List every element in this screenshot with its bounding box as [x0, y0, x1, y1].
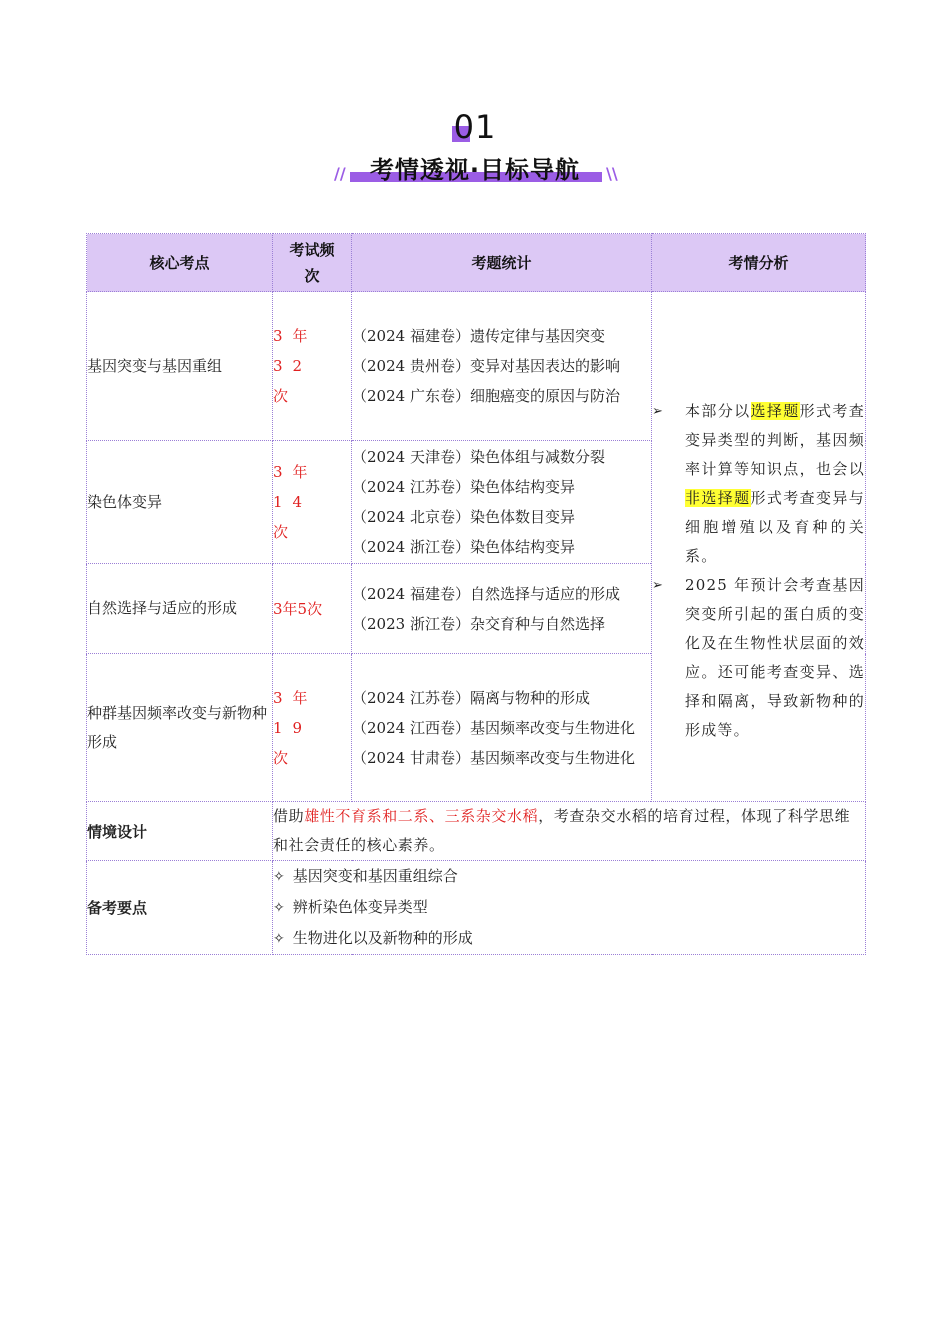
topic-cell: 染色体变异 — [87, 441, 273, 564]
context-design-label: 情境设计 — [87, 802, 273, 861]
analysis-item: ➢ 本部分以选择题形式考查变异类型的判断，基因频率计算等知识点，也会以非选择题形式考查变异与细胞增殖以及育种的关系。 — [652, 397, 865, 571]
highlight-choice-question: 选择题 — [750, 401, 800, 420]
prep-points-label: 备考要点 — [87, 861, 273, 955]
section-header — [0, 108, 950, 198]
context-design-text: 借助雄性不育系和二系、三系杂交水稻，考查杂交水稻的培育过程，体现了科学思维和社会责任的核心素养。 — [273, 802, 866, 861]
topic-cell: 种群基因频率改变与新物种形成 — [87, 654, 273, 802]
stats-entry: （2024 福建卷）自然选择与适应的形成 — [352, 584, 620, 603]
stats-entry: （2023 浙江卷）杂交育种与自然选择 — [352, 614, 605, 633]
column-header-frequency: 考试频次 — [273, 234, 352, 292]
list-item: ✧ 生物进化以及新物种的形成 — [273, 929, 473, 947]
left-slash-decoration: // — [334, 164, 346, 183]
frequency-cell: 3年32 次 — [273, 292, 352, 441]
stats-entry: （2024 浙江卷）染色体结构变异 — [352, 538, 575, 556]
stats-cell — [352, 292, 652, 441]
diamond-bullet-icon: ✧ — [273, 900, 285, 916]
stats-cell — [352, 654, 652, 802]
diamond-bullet-icon: ✧ — [273, 869, 285, 885]
highlighted-rice-systems: 雄性不育系和二系、三系杂交水稻 — [304, 807, 539, 825]
table-header-row — [87, 234, 866, 292]
column-header-stats: 考题统计 — [352, 234, 652, 292]
column-header-topic: 核心考点 — [87, 234, 273, 292]
stats-entry: （2024 北京卷）染色体数目变异 — [352, 508, 575, 526]
arrow-bullet-icon: ➢ — [652, 577, 665, 593]
stats-cell — [352, 441, 652, 564]
diamond-bullet-icon: ✧ — [273, 931, 285, 947]
stats-entry: （2024 江西卷）基因频率改变与生物进化 — [352, 718, 635, 737]
stats-entry: （2024 福建卷）遗传定律与基因突变 — [352, 327, 605, 345]
exam-analysis-table — [86, 233, 866, 955]
context-design-row — [87, 802, 866, 861]
stats-entry: （2024 贵州卷）变异对基因表达的影响 — [352, 357, 620, 375]
frequency-cell: 3年5次 — [273, 564, 352, 654]
right-slash-decoration: \\ — [606, 164, 618, 183]
topic-cell: 基因突变与基因重组 — [87, 292, 273, 441]
column-header-analysis: 考情分析 — [652, 234, 866, 292]
prep-points-list — [273, 861, 866, 955]
table-row — [87, 292, 866, 441]
prep-points-row — [87, 861, 866, 955]
list-item: ✧ 辨析染色体变异类型 — [273, 898, 428, 916]
section-number: 01 — [453, 108, 497, 146]
stats-entry: （2024 江苏卷）隔离与物种的形成 — [352, 688, 590, 707]
stats-entry: （2024 天津卷）染色体组与减数分裂 — [352, 448, 605, 466]
topic-cell: 自然选择与适应的形成 — [87, 564, 273, 654]
arrow-bullet-icon: ➢ — [652, 403, 665, 419]
analysis-item: ➢ 2025 年预计会考查基因突变所引起的蛋白质的变化及在生物性状层面的效应。还可能考查变异、选择和隔离，导致新物种的形成等。 — [652, 571, 865, 745]
highlight-non-choice-question: 非选择题 — [685, 488, 751, 507]
frequency-cell: 3年14 次 — [273, 441, 352, 564]
analysis-cell — [652, 292, 866, 802]
stats-entry: （2024 江苏卷）染色体结构变异 — [352, 478, 575, 496]
section-title: 考情透视·目标导航 — [369, 156, 581, 184]
frequency-cell: 3年19 次 — [273, 654, 352, 802]
stats-cell — [352, 564, 652, 654]
stats-entry: （2024 甘肃卷）基因频率改变与生物进化 — [352, 748, 635, 767]
list-item: ✧ 基因突变和基因重组综合 — [273, 867, 458, 885]
stats-entry: （2024 广东卷）细胞癌变的原因与防治 — [352, 387, 620, 405]
